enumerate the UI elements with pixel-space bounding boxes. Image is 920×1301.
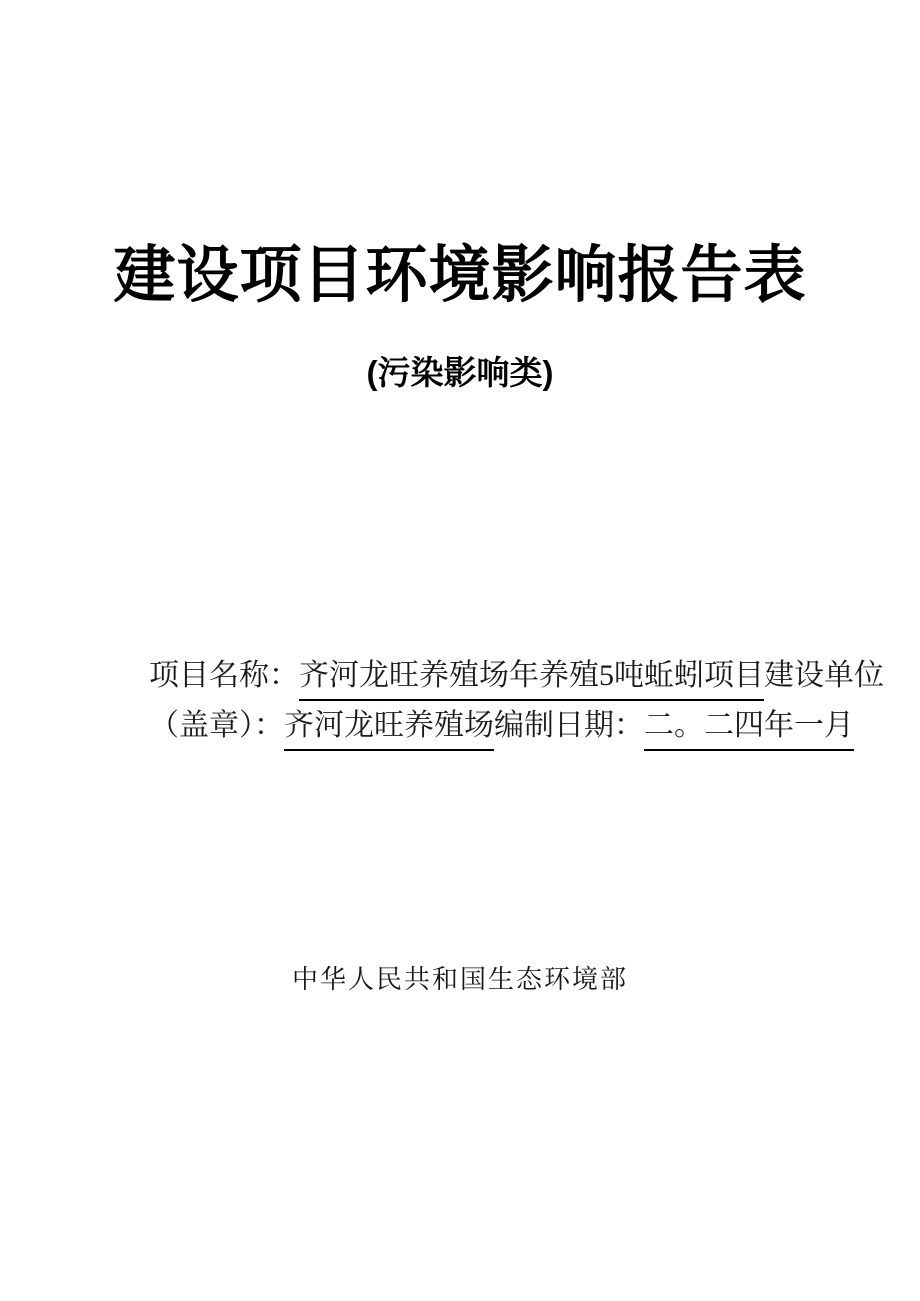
builder-label: 建设单位 [764, 659, 884, 692]
project-info-line-1 [149, 651, 884, 701]
date-value: 二。二四年一月 [644, 701, 854, 751]
project-info-block [149, 651, 884, 751]
builder-value: 齐河龙旺养殖场 [284, 701, 494, 751]
seal-label: （盖章）： [149, 709, 284, 742]
page-subtitle: (污染影响类) [366, 354, 554, 391]
ministry-footer: 中华人民共和国生态环境部 [291, 965, 628, 994]
project-info-line-2 [149, 701, 854, 751]
page-title: 建设项目环境影响报告表 [113, 241, 807, 310]
project-name-label: 项目名称： [149, 659, 299, 692]
date-label: 编制日期： [494, 709, 644, 742]
project-name-value: 齐河龙旺养殖场年养殖5吨蚯蚓项目 [299, 651, 764, 701]
